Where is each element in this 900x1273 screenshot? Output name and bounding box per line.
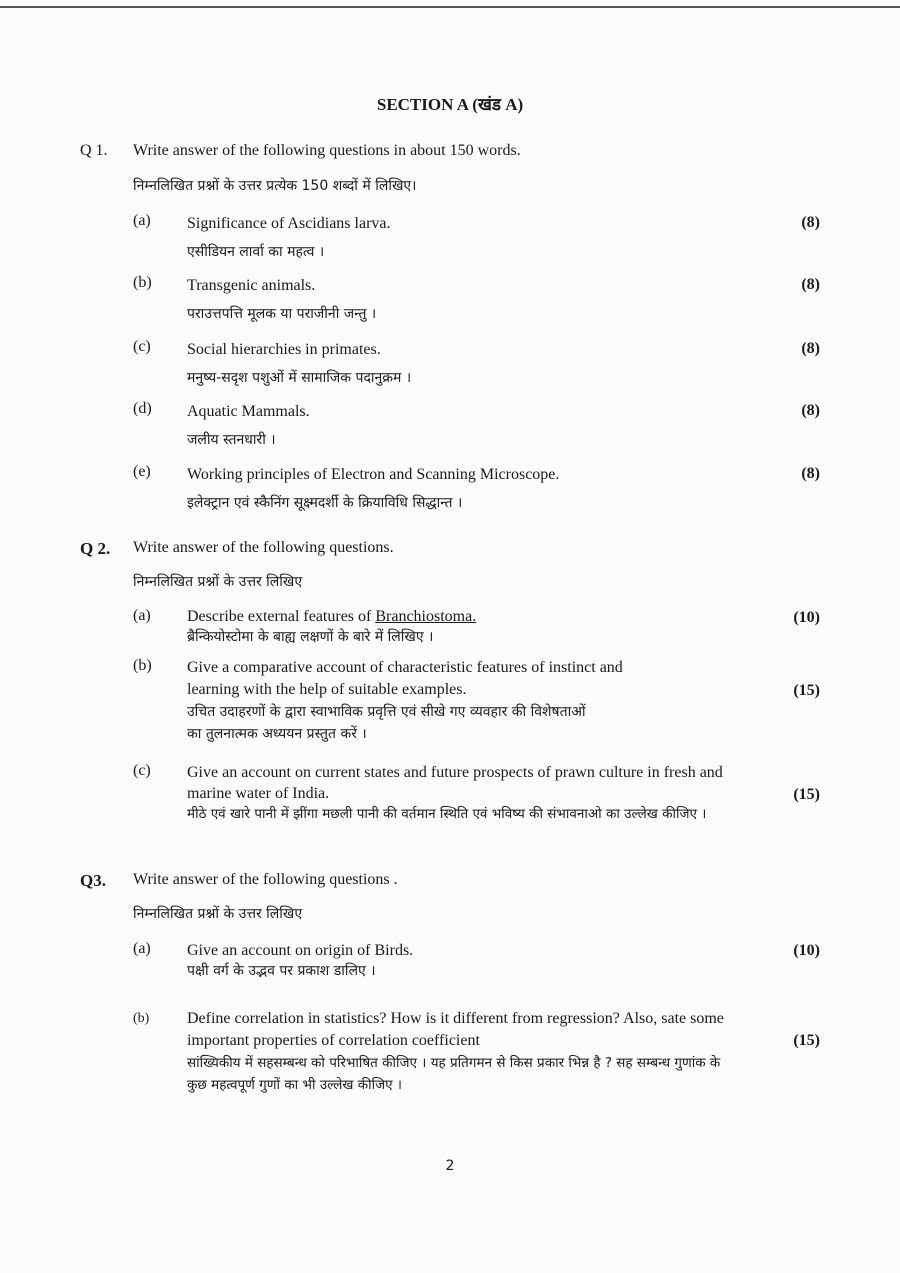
- q2-part-a-hi: ब्रैन्कियोस्टोमा के बाह्य लक्षणों के बारे में लिखिए ।: [187, 629, 434, 645]
- q3-part-b-en-line2: important properties of correlation coefficient: [187, 1032, 480, 1049]
- q2-part-b-en-line2: learning with the help of suitable examples.: [187, 681, 467, 698]
- q2-part-c-en-line1: Give an account on current states and future prospects of prawn culture in fresh and: [187, 764, 723, 781]
- q3-instruction-en: Write answer of the following questions .: [133, 871, 398, 888]
- q2-part-b-marks: (15): [793, 682, 820, 699]
- q1-part-d-marks: (8): [801, 402, 820, 419]
- q1-part-c-en: Social hierarchies in primates.: [187, 341, 381, 358]
- q2-instruction-en: Write answer of the following questions.: [133, 539, 394, 556]
- q3-part-b-hi-line1: सांख्यिकीय में सहसम्बन्ध को परिभाषित कीजिए । यह प्रतिगमन से किस प्रकार भिन्न है ? सह सम्बन्ध गुणांक के: [187, 1055, 721, 1071]
- q1-part-a-hi: एसीडियन लार्वा का महत्व ।: [187, 244, 325, 260]
- q1-instruction-hi: निम्नलिखित प्रश्नों के उत्तर प्रत्येक 150 शब्दों में लिखिए।: [133, 178, 417, 194]
- q2-part-b-hi-line2: का तुलनात्मक अध्ययन प्रस्तुत करें ।: [187, 726, 367, 742]
- q1-part-e: [187, 463, 797, 515]
- q2-part-c-label: (c): [133, 762, 151, 779]
- q2-part-c-hi: मीठे एवं खारे पानी में झींगा मछली पानी की वर्तमान स्थिति एवं भविष्य की संभावनाओ का उल्लेख कीजिए ।: [187, 806, 707, 822]
- q1-part-c-marks: (8): [801, 340, 820, 357]
- q1-part-b-en: Transgenic animals.: [187, 277, 316, 294]
- q2-part-a-label: (a): [133, 607, 151, 624]
- q1-part-d-en: Aquatic Mammals.: [187, 403, 310, 420]
- q3-instruction-hi: निम्नलिखित प्रश्नों के उत्तर लिखिए: [133, 906, 303, 922]
- q1-part-e-marks: (8): [801, 465, 820, 482]
- q2-part-a-en-underlined: Branchiostoma.: [375, 608, 477, 625]
- top-rule: [0, 6, 900, 8]
- q3-part-a-marks: (10): [793, 942, 820, 959]
- q2-part-c-en-line2: marine water of India.: [187, 785, 330, 802]
- q1-part-b-label: (b): [133, 274, 152, 291]
- page-number: 2: [445, 1158, 455, 1174]
- q2-part-b-hi-line1: उचित उदाहरणों के द्वारा स्वाभाविक प्रवृत्ति एवं सीखे गए व्यवहार की विशेषताओं: [187, 704, 586, 720]
- q1-part-e-hi: इलेक्ट्रान एवं स्कैनिंग सूक्ष्मदर्शी के क्रियाविधि सिद्धान्त ।: [187, 495, 463, 511]
- q2-part-b: [187, 657, 797, 745]
- q2-part-c-marks: (15): [793, 786, 820, 803]
- q1-part-d-hi: जलीय स्तनधारी ।: [187, 432, 276, 448]
- q1-part-a-label: (a): [133, 212, 151, 229]
- q2-instruction-hi: निम्नलिखित प्रश्नों के उत्तर लिखिए: [133, 574, 303, 590]
- q3-part-a-label: (a): [133, 940, 151, 957]
- q1-part-a: [187, 212, 797, 264]
- q3-part-b-marks: (15): [793, 1032, 820, 1049]
- q1-part-a-marks: (8): [801, 214, 820, 231]
- q2-part-b-en-line1: Give a comparative account of characteristic features of instinct and: [187, 659, 623, 676]
- q3-number: Q3.: [80, 871, 106, 890]
- q3-part-b: [187, 1008, 817, 1096]
- q1-part-c-hi: मनुष्य-सदृश पशुओं में सामाजिक पदानुक्रम ।: [187, 370, 412, 386]
- q1-part-b-marks: (8): [801, 276, 820, 293]
- q1-part-e-en: Working principles of Electron and Scanning Microscope.: [187, 466, 560, 483]
- q1-number: Q 1.: [80, 142, 108, 159]
- q2-number: Q 2.: [80, 539, 111, 558]
- q1-part-d: [187, 400, 797, 452]
- q2-part-c: [187, 762, 817, 825]
- q1-part-c: [187, 338, 797, 390]
- q1-part-e-label: (e): [133, 463, 151, 480]
- section-title: SECTION A (खंड A): [376, 95, 524, 114]
- q3-part-b-label: (b): [133, 1011, 150, 1026]
- q1-part-b: [187, 274, 797, 326]
- q2-part-a-en: [187, 607, 797, 627]
- q3-part-a: [187, 940, 797, 982]
- q2-part-a-en-text: Describe external features of: [187, 608, 376, 625]
- q3-part-b-hi-line2: कुछ महत्वपूर्ण गुणों का भी उल्लेख कीजिए ।: [187, 1077, 402, 1093]
- q3-part-b-en-line1: Define correlation in statistics? How is it different from regression? Also, sate some: [187, 1010, 724, 1027]
- q2-part-a: [187, 607, 797, 647]
- q2-part-b-label: (b): [133, 657, 152, 674]
- q3-part-a-hi: पक्षी वर्ग के उद्भव पर प्रकाश डालिए ।: [187, 963, 376, 979]
- q1-part-c-label: (c): [133, 338, 151, 355]
- q2-part-a-marks: (10): [793, 609, 820, 626]
- q1-part-a-en: Significance of Ascidians larva.: [187, 215, 391, 232]
- q1-part-d-label: (d): [133, 400, 152, 417]
- q3-part-a-en: Give an account on origin of Birds.: [187, 942, 414, 959]
- q1-part-b-hi: पराउत्तपत्ति मूलक या पराजीनी जन्तु ।: [187, 306, 377, 322]
- q1-instruction-en: Write answer of the following questions in about 150 words.: [133, 142, 521, 159]
